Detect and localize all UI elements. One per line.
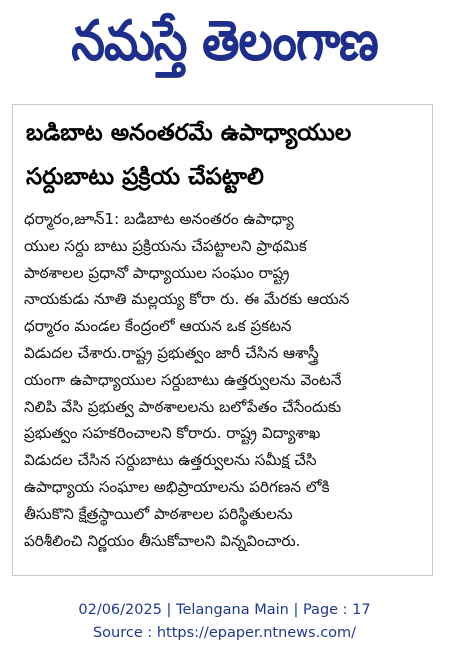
masthead — [0, 0, 449, 95]
body-line: నిలిపి వేసి ప్రభుత్వ పాఠశాలలను బలోపేతం చేసేందుకు — [24, 397, 342, 416]
body-line: విడుదల చేశారు.రాష్ట్ర ప్రభుత్వం జారీ చేసిన ఆశాస్త్రీ — [24, 343, 319, 362]
article-body — [24, 206, 430, 554]
body-line: ధర్మారం మండల కేంద్రంలో ఆయన ఒక ప్రకటన — [24, 317, 292, 336]
body-line: నాయకుడు నూతి మల్లయ్య కోరా రు. ఈ మేరకు ఆయన — [24, 290, 350, 309]
body-line: యంగా ఉపాధ్యాయుల సర్దుబాటు ఉత్తర్వులను వెంటనే — [24, 370, 342, 389]
body-line: ప్రభుత్వం సహకరించాలని కోరారు. రాష్ట్ర విద్యాశాఖ — [24, 424, 321, 443]
body-line: యుల సర్దు బాటు ప్రక్రియను చేపట్టాలని ప్రాథమిక — [24, 236, 307, 255]
body-line: పరిశీలించి నిర్ణయం తీసుకోవాలని విన్నవించారు. — [24, 531, 301, 550]
body-line: పాఠశాలల ప్రధానో పాధ్యాయుల సంఘం రాష్ట్ర — [24, 263, 290, 282]
footer-date-page: 02/06/2025 | Telangana Main | Page : 17 — [78, 602, 371, 618]
body-line: విడుదల చేసిన సర్దుబాటు ఉత్తర్వులను సమీక్ష చేసి — [24, 451, 317, 470]
body-line: ఉపాధ్యాయ సంఘాల అభిప్రాయాలను పరిగణన లోకి — [24, 477, 330, 496]
headline-line-2: సర్దుబాటు ప్రక్రియ చేపట్టాలి — [26, 164, 264, 190]
headline-line-1: బడిబాట అనంతరమే ఉపాధ్యాయుల — [26, 120, 352, 146]
footer-source: Source : https://epaper.ntnews.com/ — [92, 625, 357, 641]
newspaper-logo: నమస్తే తెలంగాణ — [71, 8, 378, 73]
body-line: తీసుకొని క్షేత్రస్థాయిలో పాఠశాలల పరిస్థితులను — [24, 504, 293, 523]
body-line: ధర్మారం,జూన్1: బడిబాట అనంతరం ఉపాధ్యా — [24, 210, 294, 228]
